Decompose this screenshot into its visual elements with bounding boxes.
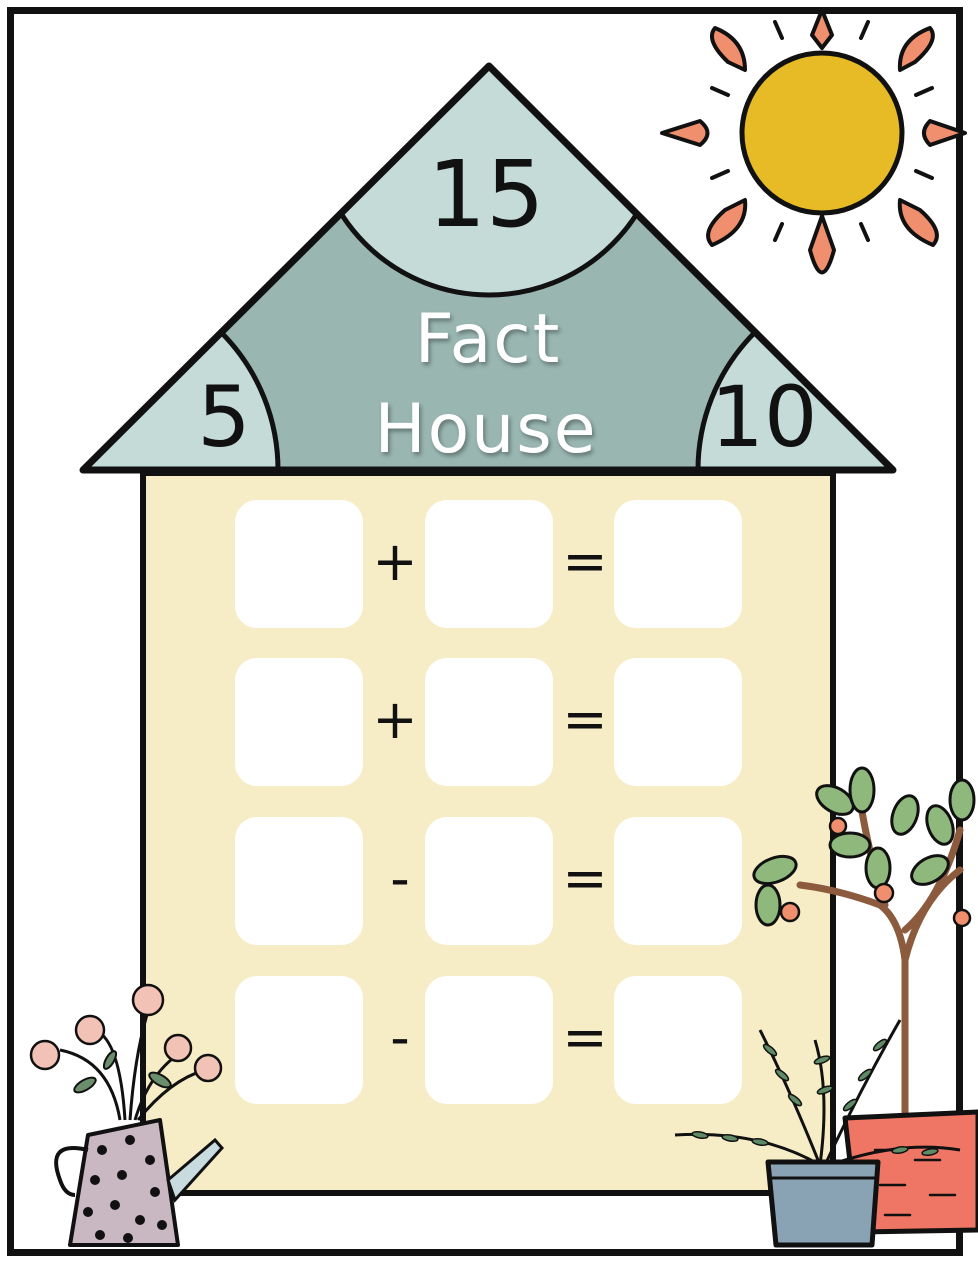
flowers-in-watering-can-icon [31,985,222,1245]
title-line-1: Fact [414,300,562,379]
whole-number: 15 [427,141,545,248]
equals-sign: = [562,847,608,910]
part-left-number: 5 [197,368,251,466]
part-right-number: 10 [710,368,818,466]
operator-sign: - [390,847,410,910]
operator-sign: + [372,530,418,593]
equals-sign: = [562,1006,608,1069]
title-line-2: House [374,390,598,469]
equals-sign: = [562,530,608,593]
operator-sign: + [372,688,418,751]
operator-sign: - [390,1006,410,1069]
equals-sign: = [562,688,608,751]
